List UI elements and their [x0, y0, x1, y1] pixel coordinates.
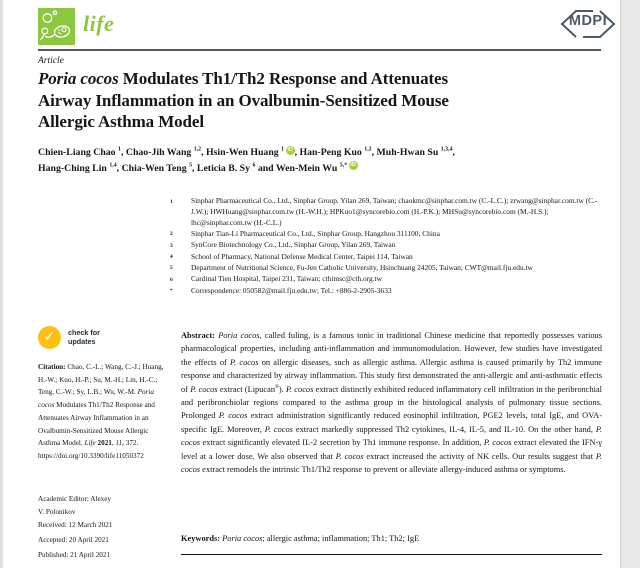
- text-segment: 1,3,4: [440, 146, 453, 153]
- affiliation-row: [170, 263, 601, 274]
- affiliation-row: [170, 252, 601, 263]
- badge-label-line1: check for: [68, 328, 100, 337]
- mdpi-logo-text: MDPI: [568, 13, 608, 29]
- text-segment: Life: [84, 439, 96, 448]
- life-journal-logo-icon: [38, 8, 75, 45]
- text-segment: Chien-Liang Chao: [38, 147, 119, 158]
- text-segment: Poria cocos: [218, 331, 260, 340]
- affiliation-row: [170, 196, 601, 229]
- text-segment: Poria cocos: [38, 388, 154, 410]
- text-segment: ,: [452, 147, 455, 158]
- affiliation-row: [170, 240, 601, 251]
- crossmark-check-icon: ✓: [38, 326, 61, 349]
- journal-name: life: [83, 11, 115, 36]
- text-segment: P. cocos: [264, 424, 293, 434]
- text-segment: 1: [281, 146, 285, 153]
- published-date: Published: 21 April 2021: [38, 551, 111, 560]
- text-segment: Allergic Asthma Model: [38, 112, 204, 131]
- orcid-icon[interactable]: iD: [350, 162, 356, 169]
- keywords-divider: [181, 554, 602, 555]
- text-segment: ,: [111, 439, 116, 448]
- text-segment: Citation:: [38, 363, 68, 371]
- affiliation-text: SynCore Biotechnology Co., Ltd., Sinphar Group, Yilan 269, Taiwan: [191, 240, 396, 250]
- text-segment: extract increased the activity of NK cells. Our results suggest that: [363, 451, 596, 461]
- text-segment: Airway Inflammation in an Ovalbumin-Sensitized Mouse: [38, 90, 449, 110]
- text-segment: ; allergic asthma; inflammation; Th1; Th2; IgE: [262, 534, 420, 543]
- text-segment: 6: [252, 162, 256, 169]
- text-segment: and Wen-Mein Wu: [255, 162, 340, 174]
- text-segment: , Hsin-Wen Huang: [201, 147, 282, 158]
- article-type-label: Article: [38, 56, 64, 66]
- text-segment: 5: [189, 162, 193, 169]
- text-segment: extract (Lipucan: [217, 384, 276, 394]
- text-segment: , Chao-Jih Wang: [120, 147, 194, 158]
- badge-label-line2: updates: [68, 336, 96, 346]
- text-segment: P. cocos: [335, 451, 364, 461]
- abstract: [181, 329, 602, 476]
- paper-page: [3, 0, 621, 568]
- affiliation-number: 2: [170, 231, 173, 238]
- correspondence-text: Correspondence: 050582@mail.fju.edu.tw; Tel.: +886-2-2905-3633: [191, 285, 392, 295]
- text-segment: extract elevated the IFN-γ level at a lower dose. We also observed that: [181, 438, 602, 461]
- affiliations-block: [170, 196, 601, 297]
- paper-title: [38, 68, 604, 133]
- text-segment: ).: [278, 384, 286, 394]
- correspondence-row: [170, 286, 601, 297]
- text-segment: P. cocos: [483, 438, 512, 448]
- author-list: [38, 145, 604, 176]
- text-segment: 11: [115, 439, 123, 448]
- text-segment: P. cocos: [181, 451, 602, 475]
- text-segment: P. cocos: [190, 384, 218, 394]
- text-segment: ®: [275, 384, 279, 390]
- affiliation-number: 6: [170, 276, 173, 283]
- header-divider: [38, 49, 601, 51]
- text-segment: 2021: [97, 439, 112, 448]
- correspondence-marker: *: [170, 288, 173, 295]
- text-segment: Hang-Ching Lin: [38, 162, 110, 174]
- text-segment: Keywords:: [181, 534, 223, 543]
- text-segment: extract markedly suppressed Th2 cytokines, IL-4, IL-5, and IL-10. On the other hand,: [292, 424, 596, 434]
- text-segment: 1,2: [193, 146, 202, 153]
- history-dates: [38, 518, 167, 564]
- text-segment: Modulates Th1/Th2 Response and Attenuates Airway Inflammation in an Ovalbumin-Sensitized Mouse Allergic Asthma Model.: [38, 401, 155, 448]
- accepted-date: Accepted: 20 April 2021: [38, 536, 109, 545]
- affiliation-text: Sinphar Tian-Li Pharmaceutical Co., Ltd., Sinphar Group, Hangzhou 311100, China: [191, 228, 440, 238]
- text-segment: extract administration significantly reduced eosinophil infiltration, PGE2 levels, total IgE, and OVA-specific IgE. Moreover,: [181, 411, 602, 434]
- received-date: Received: 12 March 2021: [38, 521, 113, 529]
- text-segment: P. cocos: [181, 424, 602, 448]
- text-segment: , 372. https://doi.org/10.3390/life11050372: [38, 439, 144, 460]
- text-segment: extract significantly elevated IL-2 secretion by Th1 immune response. In addition,: [200, 438, 484, 448]
- text-segment: extract remodels the intrinsic Th1/Th2 response to prevent or alleviate allergy-induced asthma or symptoms.: [200, 465, 566, 475]
- text-segment: P. cocos: [285, 384, 314, 394]
- text-segment: on allergic diseases, such as allergic asthma. Allergic asthma is caused primarily by Th2 immune response and characterized by airway inflammation. This study first demonstrated the anti-allergic and anti-asthmatic effects of: [181, 357, 603, 394]
- text-segment: , called fuling, is a famous tonic in traditional Chinese medicine that reportedly possesses various pharmacological properties, including anti-inflammation and immunomodulation. However, few studies have investigated the effects of: [181, 331, 602, 367]
- affiliation-text: Cardinal Tien Hospital, Taipei 231, Taiwan; cthimsc@cth.org.tw: [191, 274, 382, 284]
- text-segment: , Leticia B. Sy: [192, 162, 253, 174]
- check-for-updates-badge[interactable]: [38, 326, 148, 352]
- text-segment: Abstract:: [181, 331, 219, 340]
- affiliation-text: School of Pharmacy, National Defense Medical Center, Taipei 114, Taiwan: [191, 251, 413, 261]
- text-segment: 1,3: [364, 146, 372, 153]
- text-segment: Academic Editor: Alexey: [38, 495, 112, 503]
- affiliation-number: 5: [170, 265, 173, 272]
- affiliation-number: 3: [170, 242, 173, 249]
- text-segment: extract distinctly exhibited reduced inflammatory cell infiltration in the peribronchial and peribronchiolar regions compared to the asthma group in the histological analysis of pulmonary tissue sections. Prolonged: [181, 384, 602, 421]
- keywords: [181, 532, 602, 545]
- text-segment: Poria cocos: [222, 534, 263, 543]
- affiliation-row: [170, 229, 601, 240]
- affiliation-number: 4: [170, 254, 173, 261]
- text-segment: P. cocos: [218, 411, 248, 421]
- orcid-icon[interactable]: iD: [287, 146, 293, 153]
- text-segment: Chao, C.-L.; Wang, C.-J.; Huang, H.-W.; Kuo, H.-P.; Su, M.-H.; Lin, H.-C.; Teng, C.-W.; Sy, L.B.; Wu, W.-M.: [38, 363, 164, 397]
- text-segment: 1: [118, 146, 121, 153]
- citation-note: [38, 361, 167, 463]
- text-segment: 5,*: [339, 162, 348, 169]
- text-segment: P. cocos: [230, 357, 259, 367]
- text-segment: , Han-Peng Kuo: [294, 147, 365, 158]
- check-for-updates-label: [68, 329, 100, 346]
- affiliation-text: Department of Nutritional Science, Fu-Jen Catholic University, Hsinchuang 24205, Taiwan; CWT@mail.fju.edu.tw: [191, 262, 533, 272]
- affiliation-text: Sinphar Pharmaceutical Co., Ltd., Sinphar Group, Yilan 269, Taiwan; chaokmc@sinphar.com.tw (C.-L.C.); zrwang@sinphar.com.tw (C.-J.W.); HWHuang@sinphar.com.tw (H.-W.H.); HPKuo1@syncorebio.com (H.-P.K.); MHSu@syncorebio.com (M.-H.S.); lhc@sinphar.com.tw (H.-C.L.): [191, 196, 598, 227]
- affiliation-row: [170, 274, 601, 285]
- text-segment: Modulates Th1/Th2 Response and Attenuates: [118, 69, 449, 88]
- affiliation-number: 1: [170, 198, 173, 205]
- academic-editor-note: [38, 493, 167, 518]
- text-segment: , Chia-Wen Teng: [116, 162, 190, 174]
- text-segment: Poria cocos: [38, 69, 119, 88]
- text-segment: 1,4: [109, 162, 117, 169]
- page-edge-right: [620, 0, 640, 568]
- text-segment: V. Polonikov: [38, 507, 76, 516]
- text-segment: , Muh-Hwan Su: [371, 147, 441, 158]
